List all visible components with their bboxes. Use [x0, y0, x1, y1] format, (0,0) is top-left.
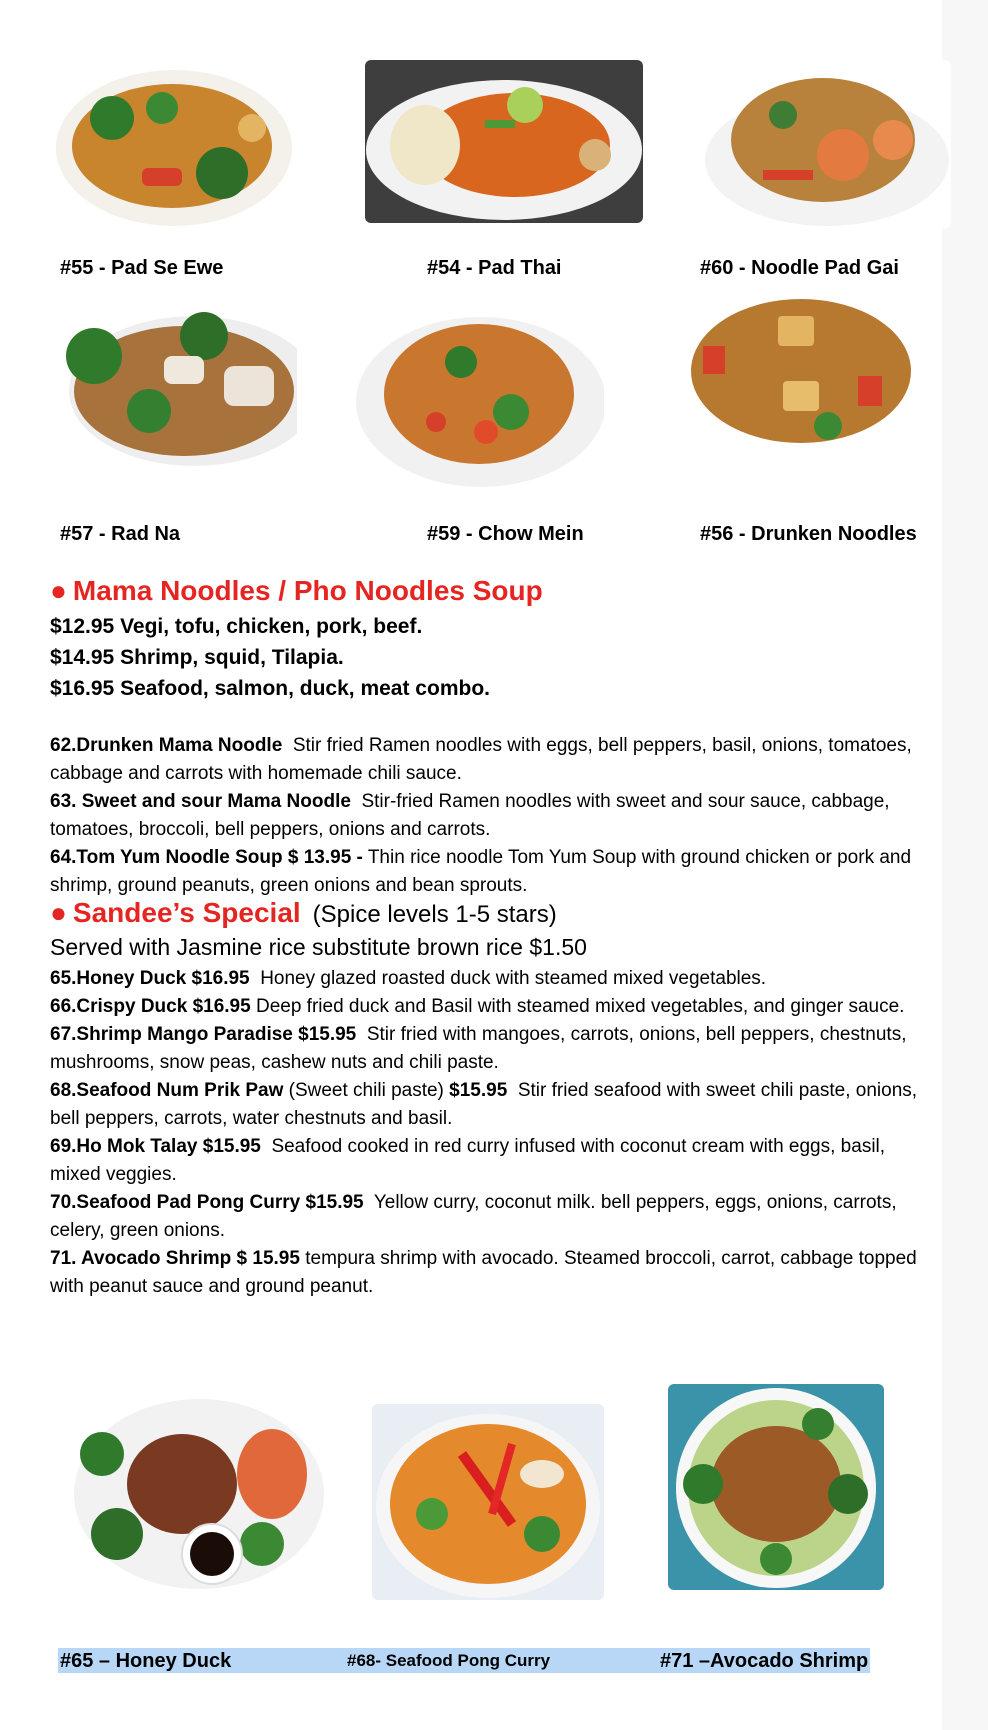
mama-noodles-title: Mama Noodles / Pho Noodles Soup	[72, 575, 543, 606]
menu-item-name: 62.Drunken Mama Noodle	[50, 735, 283, 756]
caption-chow-mein: #59 - Chow Mein	[427, 523, 584, 545]
bullet-icon: ●	[50, 897, 67, 928]
chow-mein-photo	[341, 302, 604, 487]
pad-se-ewe-photo	[52, 58, 297, 230]
mama-noodles-section	[50, 575, 930, 900]
mama-noodles-heading	[50, 575, 930, 607]
menu-item-name: 68.Seafood Num Prik Paw	[50, 1080, 284, 1101]
caption-honey-duck: #65 – Honey Duck	[60, 1650, 232, 1672]
sandees-special-section	[50, 897, 930, 1301]
mama-price-line-1: $12.95 Vegi, tofu, chicken, pork, beef.	[50, 615, 423, 638]
caption-seafood-pong-curry: #68- Seafood Pong Curry	[347, 1651, 551, 1670]
menu-item-68	[50, 1077, 930, 1133]
menu-item-name: 69.Ho Mok Talay $15.95	[50, 1136, 261, 1157]
menu-item-67	[50, 1021, 930, 1077]
menu-item-price: $15.95	[449, 1080, 508, 1101]
sandees-special-heading	[50, 897, 930, 929]
page-margin	[942, 0, 988, 1730]
bullet-icon: ●	[50, 575, 67, 606]
honey-duck-photo	[72, 1394, 326, 1592]
menu-item-name: 63. Sweet and sour Mama Noodle	[50, 791, 351, 812]
menu-item-69	[50, 1133, 930, 1189]
menu-item-desc: tempura shrimp with avocado. Steamed broccoli, carrot, cabbage topped with peanut sauce and ground peanut.	[50, 1248, 917, 1297]
menu-item-desc: Stir fried seafood with sweet chili paste, onions, bell peppers, carrots, water chestnuts and basil.	[50, 1080, 918, 1129]
avocado-shrimp-photo	[668, 1384, 884, 1590]
rad-na-photo	[54, 296, 297, 466]
menu-item-name: 64.Tom Yum Noodle Soup $ 13.95 -	[50, 847, 363, 868]
menu-item-desc: Honey glazed roasted duck with steamed mixed vegetables.	[260, 968, 767, 989]
menu-item-name: 67.Shrimp Mango Paradise $15.95	[50, 1024, 357, 1045]
sandees-special-title: Sandee’s Special	[72, 897, 301, 928]
menu-item-64	[50, 844, 930, 900]
menu-item-desc: Stir fried with mangoes, carrots, onions, bell peppers, chestnuts, mushrooms, snow peas, cashew nuts and chili paste.	[50, 1024, 907, 1073]
menu-item-desc: Stir-fried Ramen noodles with sweet and sour sauce, cabbage, tomatoes, broccoli, bell peppers, onions and carrots.	[50, 791, 890, 840]
caption-avocado-shrimp: #71 –Avocado Shrimp	[660, 1650, 869, 1672]
menu-item-name: 70.Seafood Pad Pong Curry $15.95	[50, 1192, 364, 1213]
caption-drunken-noodles: #56 - Drunken Noodles	[700, 523, 917, 545]
menu-item-subtitle: (Sweet chili paste)	[288, 1080, 444, 1101]
drunken-noodles-photo	[688, 296, 915, 446]
menu-item-name: 71. Avocado Shrimp $ 15.95	[50, 1248, 300, 1269]
menu-item-71	[50, 1245, 930, 1301]
menu-item-63	[50, 788, 930, 844]
menu-item-desc: Seafood cooked in red curry infused with coconut cream with eggs, basil, mixed veggies.	[50, 1136, 886, 1185]
caption-noodle-pad-gai: #60 - Noodle Pad Gai	[700, 257, 899, 279]
served-with-note: Served with Jasmine rice substitute brown rice $1.50	[50, 934, 587, 960]
menu-item-name: 65.Honey Duck $16.95	[50, 968, 250, 989]
menu-item-65	[50, 965, 930, 993]
menu-item-62	[50, 732, 930, 788]
menu-item-desc: Yellow curry, coconut milk. bell peppers, eggs, onions, carrots, celery, green onions.	[50, 1192, 897, 1241]
noodle-pad-gai-photo	[703, 60, 951, 228]
menu-item-66	[50, 993, 930, 1021]
caption-pad-se-ewe: #55 - Pad Se Ewe	[60, 257, 224, 279]
mama-price-line-3: $16.95 Seafood, salmon, duck, meat combo.	[50, 677, 490, 700]
mama-price-line-2: $14.95 Shrimp, squid, Tilapia.	[50, 646, 344, 669]
spice-level-note: (Spice levels 1-5 stars)	[312, 901, 557, 928]
menu-item-70	[50, 1189, 930, 1245]
menu-item-desc: Stir fried Ramen noodles with eggs, bell peppers, basil, onions, tomatoes, cabbage and carrots with homemade chili sauce.	[50, 735, 912, 784]
pad-thai-photo	[365, 60, 643, 223]
caption-pad-thai: #54 - Pad Thai	[427, 257, 562, 279]
caption-rad-na: #57 - Rad Na	[60, 523, 181, 545]
seafood-pong-curry-photo	[372, 1404, 604, 1600]
menu-item-name: 66.Crispy Duck $16.95	[50, 996, 251, 1017]
menu-item-desc: Deep fried duck and Basil with steamed mixed vegetables, and ginger sauce.	[255, 996, 905, 1017]
menu-item-desc: Thin rice noodle Tom Yum Soup with ground chicken or pork and shrimp, ground peanuts, green onions and bean sprouts.	[50, 847, 912, 896]
